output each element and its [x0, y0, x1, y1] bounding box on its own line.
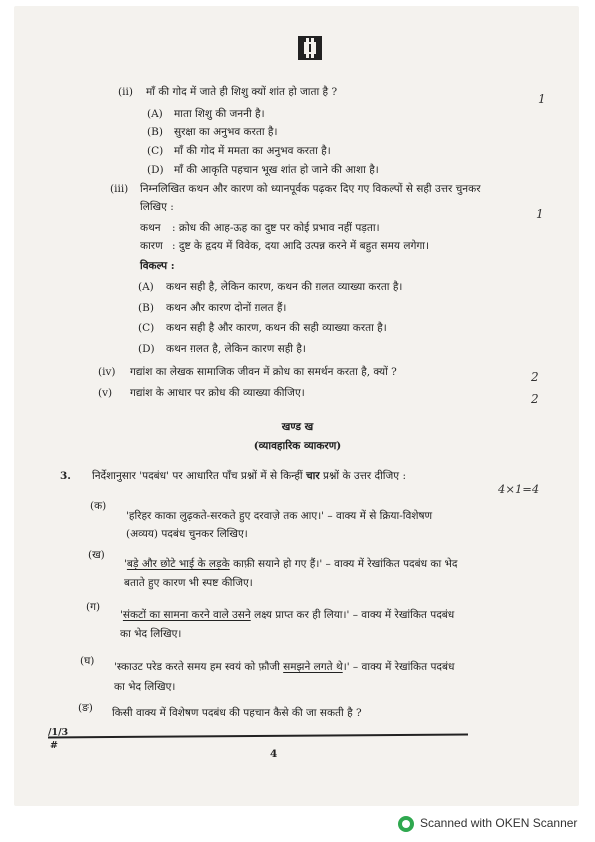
q-ii-option-key: (D) — [147, 164, 164, 176]
q-iii-marks: 1 — [536, 207, 544, 221]
karan-label: कारण — [140, 240, 163, 252]
q-iii-text-line1: निम्नलिखित कथन और कारण को ध्यानपूर्वक पढ़कर दिए गए विकल्पों से सही उत्तर चुनकर — [140, 183, 481, 195]
q3-ga-line1: 'संकटों का सामना करने वाले उसने लक्ष्य प्राप्त कर ही लिया।' – वाक्य में रेखांकित पदबंध — [120, 609, 455, 621]
q-ii-option-text: सुरक्षा का अनुभव करता है। — [174, 126, 278, 138]
q-ii-marks: 1 — [538, 92, 546, 106]
q3-gha-key: (घ) — [80, 655, 95, 667]
q3-gha-line2: का भेद लिखिए। — [114, 681, 176, 693]
underlined-phrase: संकटों का सामना करने वाले उसने — [122, 609, 251, 621]
underlined-phrase: समझने लगते थे — [283, 661, 343, 673]
q3-kha-key: (ख) — [88, 549, 105, 561]
q-iii-option-text: कथन सही है, लेकिन कारण, कथन की ग़लत व्याख्या करता है। — [166, 281, 403, 293]
q3-ka-key: (क) — [90, 500, 107, 512]
q3-nga-text: किसी वाक्य में विशेषण पदबंध की पहचान कैसे की जा सकती है ? — [112, 707, 362, 719]
q3-ga-key: (ग) — [86, 601, 101, 613]
q-iii-option-key: (C) — [138, 322, 155, 334]
q3-number: 3. — [60, 470, 71, 482]
q-ii-number: (ii) — [118, 86, 133, 98]
q-ii-option-text: माँ की गोद में ममता का अनुभव करता है। — [174, 145, 331, 157]
section-title: खण्ड ख — [281, 421, 314, 433]
q-ii-text: माँ की गोद में जाते ही शिशु क्यों शांत हो जाता है ? — [146, 86, 338, 98]
vikalp-label: विकल्प : — [140, 260, 175, 272]
kathan-label: कथन — [140, 222, 161, 234]
q-ii-option-text: माता शिशु की जननी है। — [174, 108, 265, 120]
q-ii-option-text: माँ की आकृति पहचान भूख शांत हो जाने की आशा है। — [174, 164, 379, 176]
oken-scanner-logo-icon — [398, 816, 414, 832]
qr-code-icon — [298, 36, 322, 60]
q-ii-option-key: (A) — [147, 108, 163, 120]
q3-ka-line1: 'हरिहर काका लुढ़कते-सरकते हुए दरवाज़े तक आए।' – वाक्य में से क्रिया-विशेषण — [126, 510, 433, 522]
q-iii-number: (iii) — [110, 183, 129, 195]
karan-text: : दुष्ट के हृदय में विवेक, दया आदि उत्पन्न करने में बहुत समय लगेगा। — [172, 240, 429, 252]
q-iii-option-text: कथन और कारण दोनों ग़लत हैं। — [166, 302, 287, 314]
q-iii-option-text: कथन सही है और कारण, कथन की सही व्याख्या करता है। — [166, 322, 387, 334]
page-number: 4 — [270, 748, 278, 760]
q-iv-number: (iv) — [98, 366, 116, 378]
q3-nga-key: (ङ) — [78, 702, 93, 714]
q-iii-option-key: (D) — [138, 343, 155, 355]
q3-kha-line2: बताते हुए कारण भी स्पष्ट कीजिए। — [124, 577, 253, 589]
q-iii-option-text: कथन ग़लत है, लेकिन कारण सही है। — [166, 343, 306, 355]
q-iv-marks: 2 — [531, 370, 539, 384]
q-iii-option-key: (B) — [138, 302, 154, 314]
q3-kha-line1: 'बड़े और छोटे भाई के लड़के काफ़ी सयाने हो गए हैं।' – वाक्य में रेखांकित पदबंध का भेद — [124, 558, 458, 570]
q-v-text: गद्यांश के आधार पर क्रोध की व्याख्या कीजिए। — [130, 387, 305, 399]
scanner-watermark: Scanned with OKEN Scanner — [420, 816, 578, 830]
q-iii-text-line2: लिखिए : — [140, 201, 174, 213]
paper-code: /1/3 — [48, 727, 69, 738]
exam-page — [14, 6, 579, 806]
q-ii-option-key: (C) — [147, 145, 164, 157]
q-iv-text: गद्यांश का लेखक सामाजिक जीवन में क्रोध का समर्थन करता है, क्यों ? — [130, 366, 397, 378]
q3-ga-line2: का भेद लिखिए। — [120, 628, 182, 640]
q3-marks: 4×1=4 — [498, 482, 540, 496]
q3-gha-line1: 'स्काउट परेड करते समय हम स्वयं को फ़ौजी समझने लगते थे।' – वाक्य में रेखांकित पदबंध — [114, 661, 455, 673]
section-subtitle: (व्यावहारिक व्याकरण) — [253, 440, 342, 452]
underlined-phrase: बड़े और छोटे भाई के लड़के — [126, 558, 230, 570]
hash-mark: # — [50, 740, 58, 751]
q-ii-option-key: (B) — [147, 126, 163, 138]
q-v-number: (v) — [98, 387, 113, 399]
q-v-marks: 2 — [531, 392, 539, 406]
kathan-text: : क्रोध की आह-ऊह का दुष्ट पर कोई प्रभाव नहीं पड़ता। — [172, 222, 380, 234]
q-iii-option-key: (A) — [138, 281, 154, 293]
q3-instruction: निर्देशानुसार 'पदबंध' पर आधारित पाँच प्रश्नों में से किन्हीं चार प्रश्नों के उत्तर दीजिए : — [92, 470, 406, 482]
q3-ka-line2: (अव्यय) पदबंध चुनकर लिखिए। — [126, 528, 248, 540]
